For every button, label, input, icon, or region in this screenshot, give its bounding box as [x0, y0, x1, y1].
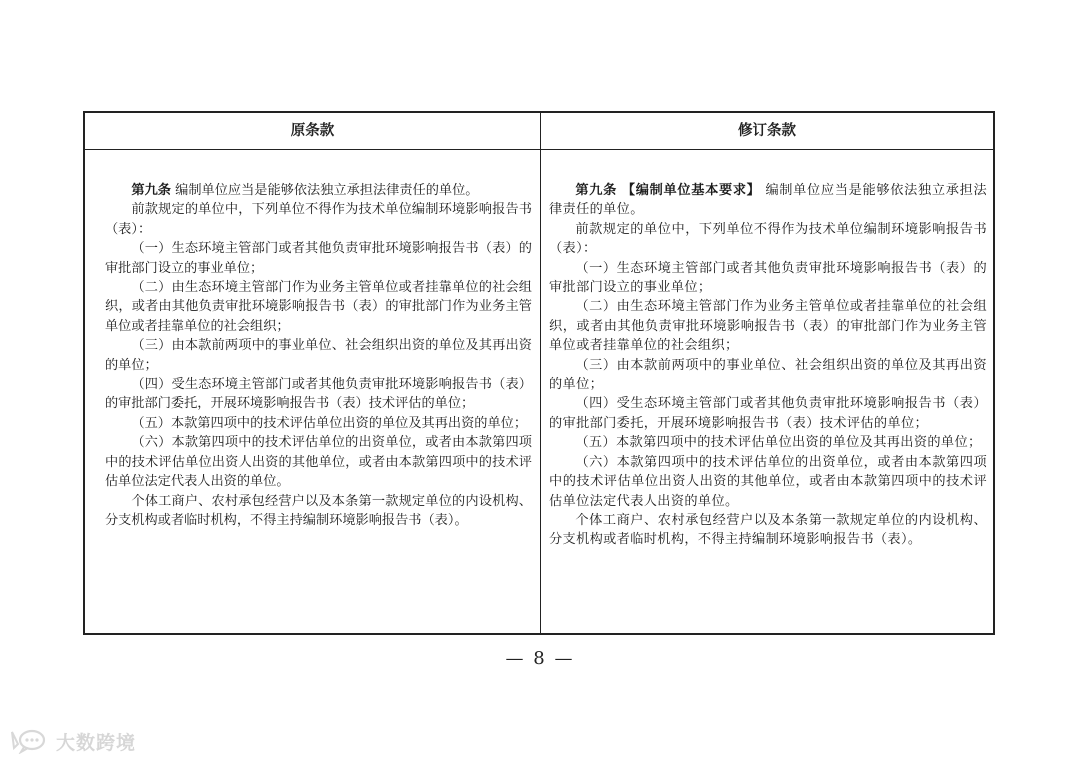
- revised-paragraph: （六）本款第四项中的技术评估单位的出资单位，或者由本款第四项中的技术评估单位出资人出资的其他单位，或者由本款第四项中的技术评估单位法定代表人出资的单位。: [549, 454, 987, 509]
- original-paragraph: （五）本款第四项中的技术评估单位出资的单位及其再出资的单位；: [131, 415, 528, 431]
- revised-article-title: 【编制单位基本要求】: [621, 183, 761, 198]
- header-revised: 修订条款: [738, 123, 796, 139]
- revised-paragraph: （三）由本款前两项中的事业单位、社会组织出资的单位及其再出资的单位；: [549, 357, 987, 393]
- chat-bubble-logo-icon: [8, 728, 52, 754]
- header-original: 原条款: [290, 123, 335, 139]
- original-paragraph: （一）生态环境主管部门或者其他负责审批环境影响报告书（表）的审批部门设立的事业单位；: [105, 241, 532, 276]
- revised-article-intro: [549, 181, 987, 220]
- original-paragraph: 前款规定的单位中，下列单位不得作为技术单位编制环境影响报告书（表）：: [105, 202, 532, 237]
- original-article-text: 编制单位应当是能够依法独立承担法律责任的单位。: [175, 183, 479, 198]
- watermark-text: 大数跨境: [56, 731, 137, 754]
- revised-article-text: 编制单位应当是能够依法独立承担法律责任的单位。: [549, 183, 987, 218]
- revised-paragraph: （五）本款第四项中的技术评估单位出资的单位及其再出资的单位；: [575, 435, 982, 451]
- revised-paragraph: 前款规定的单位中，下列单位不得作为技术单位编制环境影响报告书（表）：: [549, 221, 987, 257]
- revised-paragraph: 个体工商户、农村承包经营户以及本条第一款规定单位的内设机构、分支机构或者临时机构，不得主持编制环境影响报告书（表）。: [549, 512, 987, 548]
- original-article-intro: [105, 181, 532, 200]
- revised-article-label: 第九条: [575, 183, 617, 198]
- revised-paragraph: （四）受生态环境主管部门或者其他负责审批环境影响报告书（表）的审批部门委托，开展环境影响报告书（表）技术评估的单位；: [549, 396, 987, 431]
- revised-paragraph: （二）由生态环境主管部门作为业务主管单位或者挂靠单位的社会组织，或者由其他负责审批环境影响报告书（表）的审批部门作为业务主管单位或者挂靠单位的社会组织；: [549, 299, 987, 354]
- revised-clause-cell: [549, 181, 987, 550]
- original-clause-cell: [105, 181, 532, 530]
- original-paragraph: （四）受生态环境主管部门或者其他负责审批环境影响报告书（表）的审批部门委托，开展环境影响报告书（表）技术评估的单位；: [105, 377, 532, 412]
- original-article-label: 第九条: [131, 183, 171, 198]
- original-paragraph: （三）由本款前两项中的事业单位、社会组织出资的单位及其再出资的单位；: [105, 338, 532, 373]
- original-paragraph: （二）由生态环境主管部门作为业务主管单位或者挂靠单位的社会组织，或者由其他负责审批环境影响报告书（表）的审批部门作为业务主管单位或者挂靠单位的社会组织；: [105, 280, 532, 334]
- page-number: — 8 —: [505, 648, 575, 669]
- original-paragraph: （六）本款第四项中的技术评估单位的出资单位，或者由本款第四项中的技术评估单位出资人出资的其他单位，或者由本款第四项中的技术评估单位法定代表人出资的单位。: [105, 435, 532, 490]
- original-paragraph: 个体工商户、农村承包经营户以及本条第一款规定单位的内设机构、分支机构或者临时机构，不得主持编制环境影响报告书（表）。: [105, 493, 532, 528]
- comparison-table: [83, 111, 995, 635]
- revised-paragraph: （一）生态环境主管部门或者其他负责审批环境影响报告书（表）的审批部门设立的事业单位；: [549, 260, 987, 296]
- column-divider: [540, 113, 541, 633]
- watermark: [8, 727, 136, 755]
- header-divider: [85, 149, 993, 150]
